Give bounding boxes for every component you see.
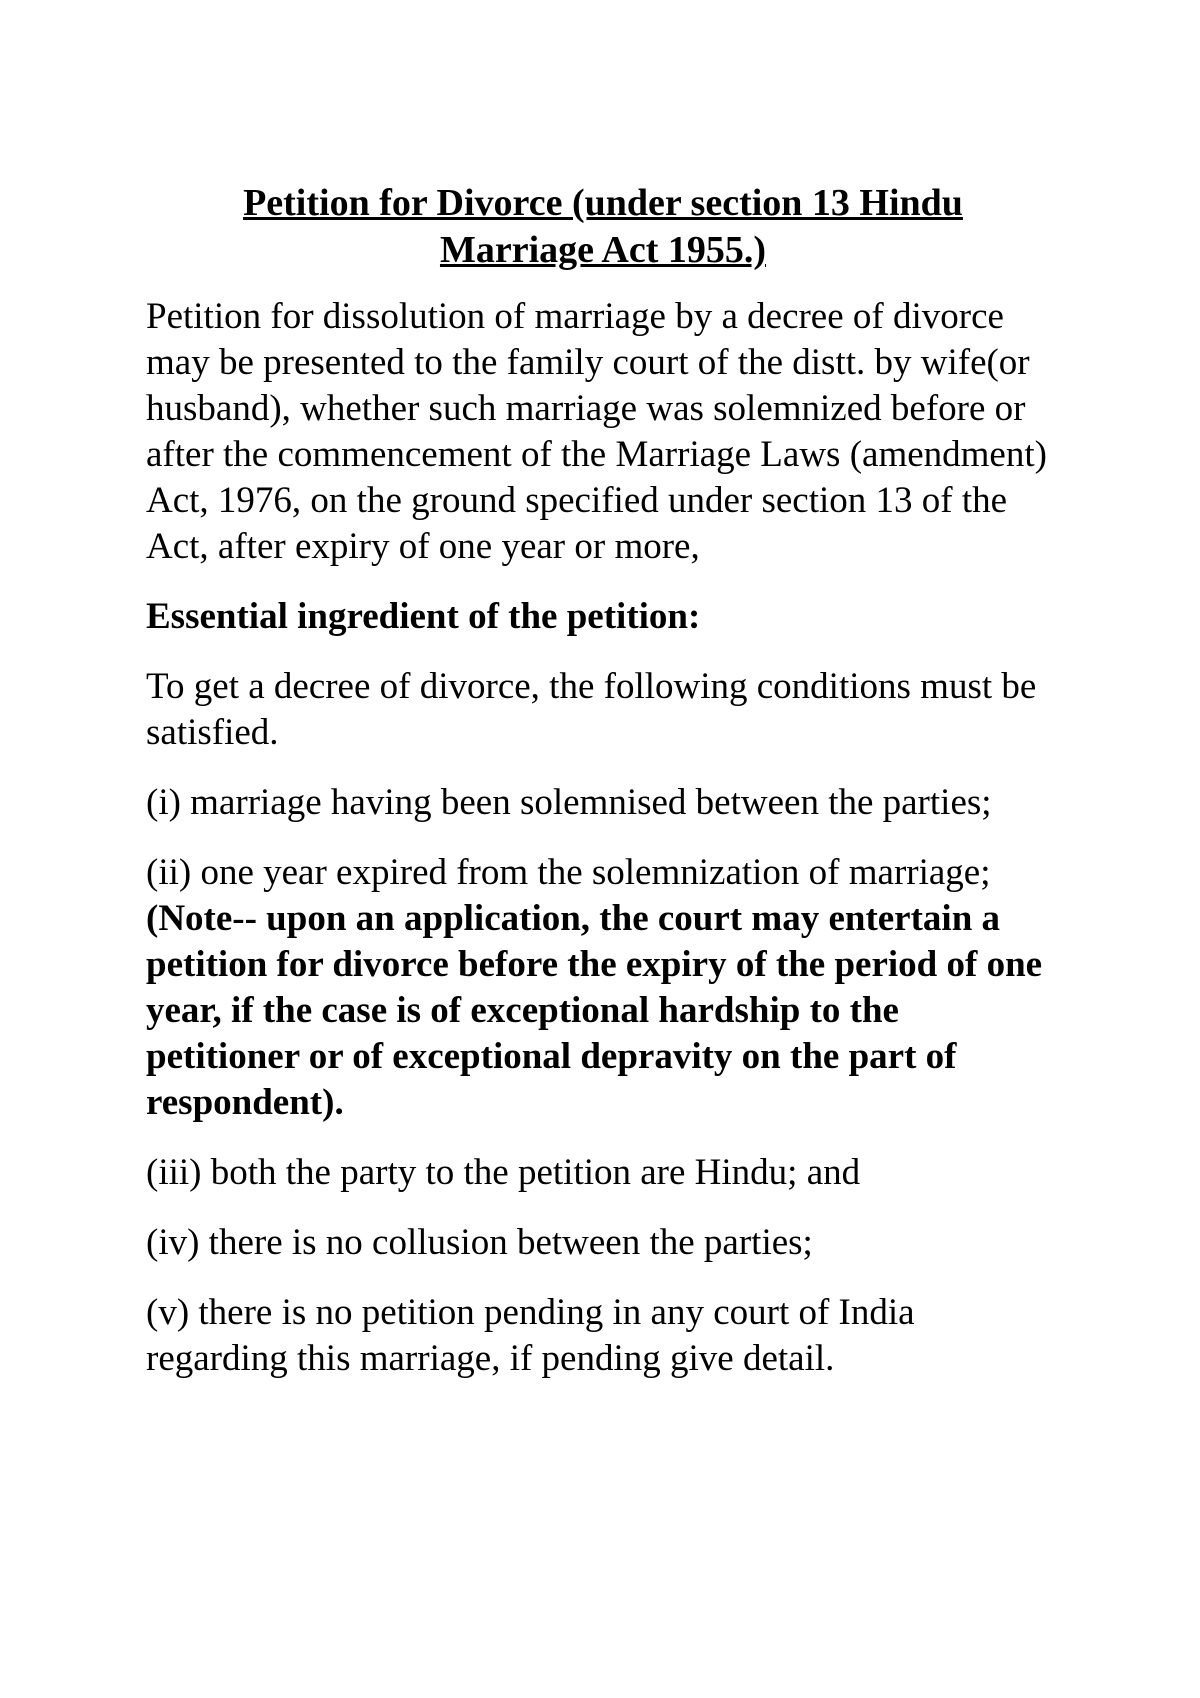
- condition-iv: (iv) there is no collusion between the parties;: [146, 1222, 813, 1263]
- condition-i: (i) marriage having been solemnised between the parties;: [146, 782, 992, 823]
- title-line-2: Marriage Act 1955.): [439, 229, 767, 271]
- section-heading: Essential ingredient of the petition:: [146, 596, 701, 637]
- title-line-1: Petition for Divorce (under section 13 Hindu: [243, 182, 963, 224]
- conditions-intro: To get a decree of divorce, the following conditions must be satisfied.: [146, 666, 1037, 753]
- intro-paragraph: Petition for dissolution of marriage by a decree of divorce may be presented to the family court of the distt. by wife(or husband), whether such marriage was solemnized before or after the commencement of the Marriage Laws (amendment) Act, 1976, on the ground specified under section 13 of the Act, after expiry of one year or more,: [146, 296, 1047, 567]
- condition-ii-note: (Note-- upon an application, the court may entertain a petition for divorce before the expiry of the period of one year, if the case is of exceptional hardship to the petitioner or of exceptional depravity on the part of respondent).: [146, 898, 1043, 1123]
- condition-iii: (iii) both the party to the petition are Hindu; and: [146, 1152, 861, 1193]
- condition-v: (v) there is no petition pending in any court of India regarding this marriage, if pending give detail.: [146, 1292, 915, 1379]
- condition-ii: [146, 850, 1060, 1126]
- document-title: [146, 180, 1060, 274]
- condition-ii-text: (ii) one year expired from the solemnization of marriage;: [146, 852, 991, 893]
